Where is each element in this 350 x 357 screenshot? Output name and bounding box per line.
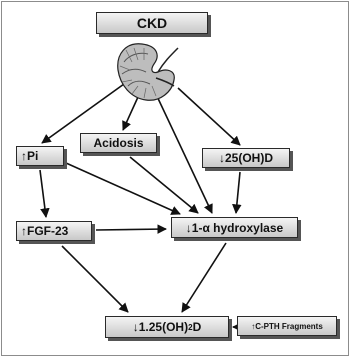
fgf23-box [16,221,92,241]
hydroxylase-label: ↓1-α hydroxylase [185,220,284,235]
arrow-fgf23-to-125 [62,246,128,312]
arrow-pi-to-fgf23 [40,170,46,217]
pi-box [16,146,64,166]
fgf23-label: ↑FGF-23 [21,224,69,238]
calcitriol-subscript: 2 [188,322,193,332]
cpth-label: ↑C-PTH Fragments [251,321,323,331]
ckd-label: CKD [136,15,168,31]
arrow-25ohd-to-hydroxylase [236,172,240,213]
acidosis-label: Acidosis [93,136,144,150]
arrow-acidosis-to-hydroxylase [130,157,198,213]
arrow-hydroxylase-to-125 [182,243,226,312]
vitd25-label: ↓25(OH)D [218,151,273,165]
ckd-box [96,12,208,34]
arrow-pi-to-hydroxylase [66,163,180,214]
arrow-fgf23-to-hydroxylase [96,229,166,230]
hydroxylase-box [171,217,298,238]
vitd25-box [202,148,290,168]
calcitriol-suffix: D [192,320,202,334]
acidosis-box [80,133,157,153]
cpth-box [237,316,337,336]
pi-label: ↑Pi [21,149,39,163]
kidney-icon [112,40,180,104]
calcitriol-box [105,316,229,338]
arrow-kidney-to-25ohd [178,88,240,145]
calcitriol-prefix: ↓1.25(OH) [132,320,189,334]
